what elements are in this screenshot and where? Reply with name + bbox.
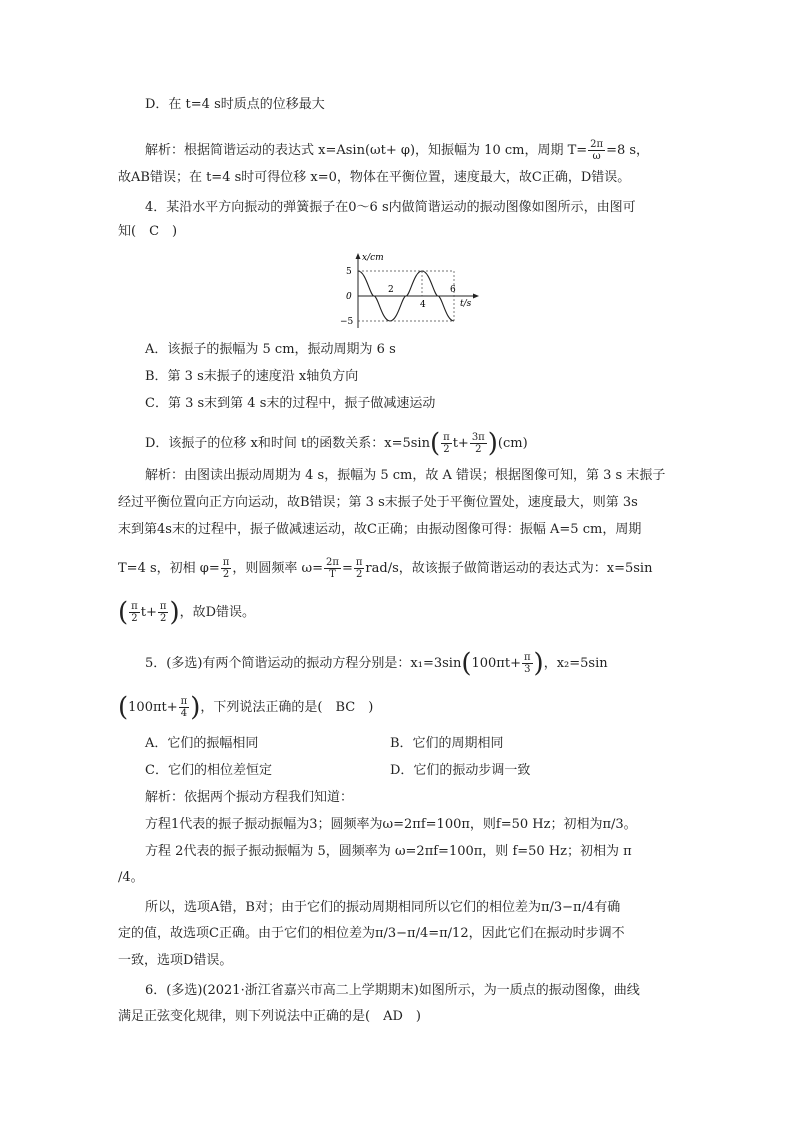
q5-explanation-line4: 所以，选项A错，B对；由于它们的振动周期相同所以它们的相位差为π/3−π/4有确 (145, 900, 621, 915)
text: 100πt+ (128, 700, 178, 715)
y-tick-5: 5 (346, 267, 352, 277)
text: 5．(多选)有两个简谐运动的振动方程分别是：x₁=3sin (145, 656, 462, 671)
q5-stem-line2 (118, 692, 374, 723)
x-tick-4: 4 (420, 300, 426, 310)
q4-explanation-line4 (118, 557, 652, 580)
q4-explanation-line5 (118, 597, 256, 628)
denominator: 2 (475, 444, 482, 455)
right-paren: ) (533, 648, 544, 679)
fraction (221, 557, 232, 580)
q6-stem-line2: 满足正弦变化规律，则下列说法中正确的是( AD ) (118, 1009, 421, 1024)
right-paren: ) (190, 692, 201, 723)
q5-explanation-line1: 方程1代表的振子振动振幅为3；圆频率为ω=2πf=100π，则f=50 Hz；初相为π/3。 (145, 817, 637, 832)
denominator: 2 (443, 444, 450, 455)
text: = (341, 561, 353, 576)
denominator: 4 (180, 708, 188, 719)
q4-option-b: B．第 3 s末振子的速度沿 x轴负方向 (145, 369, 359, 384)
fraction (588, 139, 605, 162)
denominator: T (329, 569, 336, 580)
q4-stem-line2: 知( C ) (118, 224, 178, 239)
q6-stem-line1: 6．(多选)(2021·浙江省嘉兴市高二上学期期末)如图所示，为一质点的振动图像，曲线 (145, 983, 640, 998)
numerator: π (355, 557, 363, 568)
text: D．该振子的位移 x和时间 t的函数关系：x=5sin (145, 436, 430, 451)
q5-explanation-line5: 定的值，故选项C正确。由于它们的相位差为π/3−π/4=π/12，因此它们在振动时步调不 (118, 926, 625, 941)
x-tick-6: 6 (450, 285, 456, 295)
y-tick-neg5: −5 (340, 317, 354, 327)
left-paren: ( (118, 597, 129, 628)
q5-explanation-intro: 解析：依据两个振动方程我们知道： (145, 790, 354, 805)
numerator: π (523, 652, 531, 663)
q5-stem-line1 (145, 648, 608, 679)
right-paren: ) (169, 597, 180, 628)
text: rad/s，故该振子做简谐运动的表达式为：x=5sin (365, 561, 653, 576)
text: ，则圆频率 ω= (232, 561, 323, 576)
denominator: 3 (524, 664, 531, 675)
q5-explanation-line6: 一致，选项D错误。 (118, 953, 233, 968)
text: T=4 s，初相 φ= (118, 561, 220, 576)
numerator: 2π (590, 139, 604, 150)
text: 解析：根据简谐运动的表达式 x=Asin(ωt+ φ)，知振幅为 10 cm，周期 T= (145, 143, 588, 158)
x-axis-arrow (473, 294, 479, 299)
x-tick-2: 2 (388, 285, 394, 295)
numerator: 2π (326, 557, 339, 568)
q3-explanation-line1 (145, 139, 649, 162)
left-paren: ( (118, 692, 129, 723)
fraction (179, 696, 190, 719)
denominator: 2 (131, 613, 138, 624)
x-axis-label: t/s (460, 299, 472, 309)
numerator: 3π (471, 432, 485, 443)
fraction (522, 652, 533, 675)
text: t+ (452, 436, 469, 451)
q4-explanation-line2: 经过平衡位置向正方向运动，故B错误；第 3 s末振子处于平衡位置处，速度最大，则第 3s (118, 495, 638, 510)
q4-option-d (145, 428, 528, 459)
text: (cm) (497, 436, 528, 451)
left-paren: ( (429, 428, 441, 459)
y-axis-label: x/cm (362, 253, 384, 263)
numerator: π (131, 601, 138, 612)
denominator: ω (592, 151, 601, 162)
fraction (470, 432, 487, 455)
denominator: 2 (355, 569, 363, 580)
fraction (441, 432, 452, 455)
q5-option-d: D．它们的振动步调一致 (390, 763, 531, 778)
fraction (324, 557, 341, 580)
numerator: π (159, 601, 167, 612)
text: t+ (140, 605, 157, 620)
text: =8 s， (606, 143, 650, 158)
left-paren: ( (461, 648, 472, 679)
numerator: π (443, 432, 450, 443)
denominator: 2 (222, 569, 230, 580)
text: ，故D错误。 (179, 605, 256, 620)
q4-option-a: A．该振子的振幅为 5 cm，振动周期为 6 s (145, 342, 396, 357)
vibration-graph (336, 250, 486, 332)
q3-option-d: D．在 t=4 s时质点的位移最大 (145, 97, 325, 112)
text: ，x₂=5sin (543, 656, 608, 671)
q5-explanation-line2: 方程 2代表的振子振动振幅为 5，圆频率为 ω=2πf=100π，则 f=50 Hz；初相为 π (145, 844, 632, 859)
text: 100πt+ (471, 656, 521, 671)
q4-stem-line1: 4．某沿水平方向振动的弹簧振子在0～6 s内做简谐运动的振动图像如图所示，由图可 (145, 200, 636, 215)
fraction (158, 601, 169, 624)
numerator: π (222, 557, 230, 568)
q5-option-b: B．它们的周期相同 (390, 736, 504, 751)
denominator: 2 (159, 613, 167, 624)
y-axis-arrow (356, 253, 361, 259)
origin-label: 0 (346, 292, 352, 302)
text: ，下列说法正确的是( BC ) (200, 700, 374, 715)
q4-explanation-line1: 解析：由图读出振动周期为 4 s，振幅为 5 cm，故 A 错误；根据图像可知，第 3 s 末振子 (145, 468, 666, 483)
q5-option-c: C．它们的相位差恒定 (145, 763, 272, 778)
right-paren: ) (487, 428, 498, 459)
fraction (129, 601, 140, 624)
q4-explanation-line3: 末到第4s末的过程中，振子做减速运动，故C正确；由振动图像可得：振幅 A=5 cm，周期 (118, 522, 642, 537)
fraction (354, 557, 365, 580)
q5-explanation-line3: /4。 (118, 870, 144, 885)
numerator: π (180, 696, 188, 707)
q3-explanation-line2: 故AB错误；在 t=4 s时可得位移 x=0，物体在平衡位置，速度最大，故C正确，D错误。 (118, 170, 631, 185)
q5-option-a: A．它们的振幅相同 (145, 736, 259, 751)
q4-option-c: C．第 3 s末到第 4 s末的过程中，振子做减速运动 (145, 396, 436, 411)
